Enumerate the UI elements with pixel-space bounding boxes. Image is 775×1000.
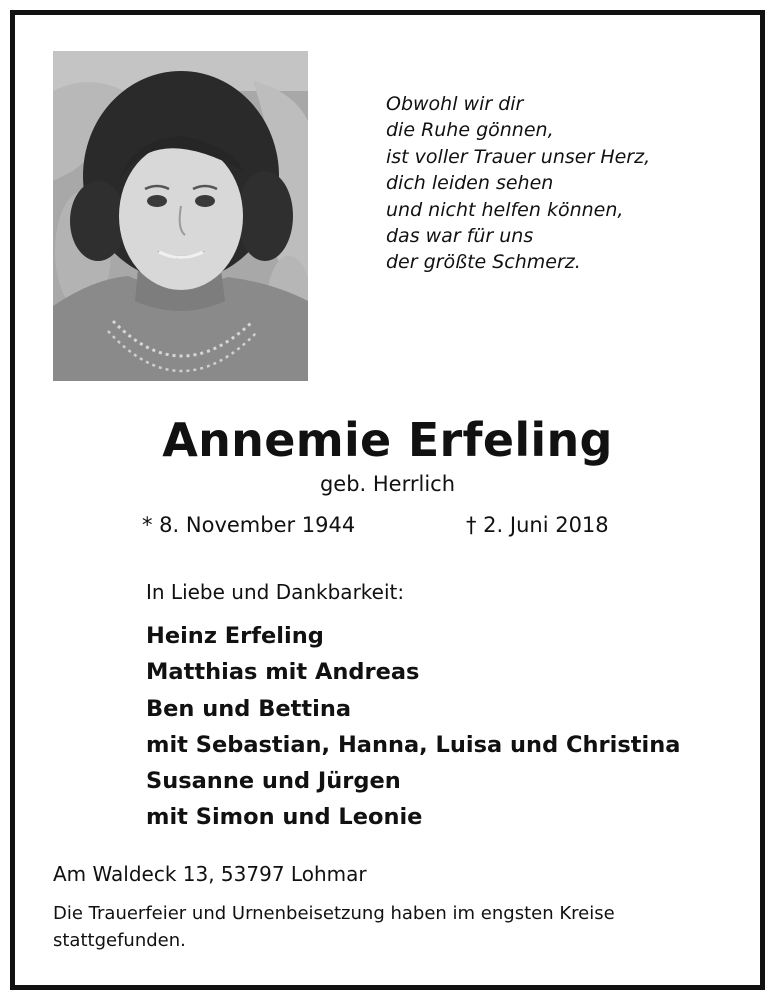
birth-date: * 8. November 1944 bbox=[142, 513, 356, 537]
death-date: † 2. Juni 2018 bbox=[466, 513, 609, 537]
mourner-name: Matthias mit Andreas bbox=[146, 659, 420, 686]
mourner-name: mit Sebastian, Hanna, Luisa und Christina bbox=[146, 731, 681, 758]
funeral-notice: Die Trauerfeier und Urnenbeisetzung haben im engsten Kreise stattgefunden. bbox=[53, 903, 615, 951]
poem-line: dich leiden sehen bbox=[386, 172, 554, 195]
mourners-list bbox=[146, 618, 680, 836]
mourner-name: Susanne und Jürgen bbox=[146, 768, 401, 795]
family-address: Am Waldeck 13, 53797 Lohmar bbox=[53, 862, 367, 886]
poem-line: das war für uns bbox=[386, 225, 534, 248]
mourner-name: Ben und Bettina bbox=[146, 695, 352, 722]
mourners-intro: In Liebe und Dankbarkeit: bbox=[146, 580, 405, 604]
deceased-name: Annemie Erfeling bbox=[162, 413, 613, 467]
maiden-name: geb. Herrlich bbox=[319, 472, 456, 496]
poem-line: und nicht helfen können, bbox=[386, 198, 624, 221]
memorial-poem bbox=[386, 91, 706, 276]
poem-line: ist voller Trauer unser Herz, bbox=[386, 145, 651, 168]
mourner-name: Heinz Erfeling bbox=[146, 623, 324, 649]
poem-line: der größte Schmerz. bbox=[386, 251, 581, 274]
poem-line: Obwohl wir dir bbox=[386, 93, 524, 115]
poem-line: die Ruhe gönnen, bbox=[386, 119, 554, 142]
portrait-photo bbox=[53, 51, 308, 381]
mourner-name: mit Simon und Leonie bbox=[146, 804, 423, 831]
